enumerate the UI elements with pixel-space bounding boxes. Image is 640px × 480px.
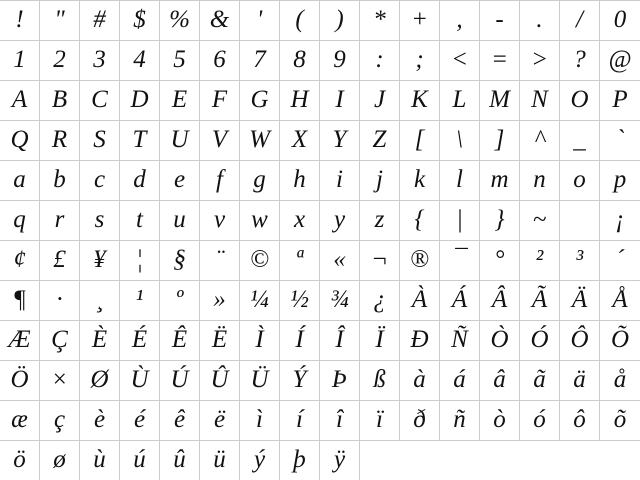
glyph-cell[interactable]: ø xyxy=(40,441,80,480)
glyph-cell[interactable]: L xyxy=(440,81,480,120)
glyph-cell[interactable]: ? xyxy=(560,41,600,80)
glyph-cell[interactable]: Æ xyxy=(0,321,40,360)
glyph-cell[interactable]: Ð xyxy=(400,321,440,360)
glyph-cell[interactable]: 6 xyxy=(200,41,240,80)
glyph-cell[interactable]: w xyxy=(240,201,280,240)
glyph-cell[interactable]: V xyxy=(200,121,240,160)
glyph-cell[interactable]: A xyxy=(0,81,40,120)
glyph-cell[interactable]: Â xyxy=(480,281,520,320)
glyph-cell[interactable]: ` xyxy=(615,126,625,153)
glyph-cell[interactable]: Á xyxy=(440,281,480,320)
glyph-cell[interactable]: O xyxy=(560,81,600,120)
glyph-cell[interactable]: ¯ xyxy=(440,241,480,280)
glyph-cell[interactable]: @ xyxy=(608,46,632,73)
glyph-cell[interactable]: + xyxy=(400,1,440,40)
glyph-cell[interactable]: « xyxy=(320,241,360,280)
glyph-cell[interactable]: Õ xyxy=(610,326,630,353)
glyph-cell[interactable]: t xyxy=(120,201,160,240)
glyph-cell[interactable]: p xyxy=(613,166,627,193)
glyph-cell[interactable]: ê xyxy=(160,401,200,440)
glyph-cell[interactable]: ¬ xyxy=(360,241,400,280)
glyph-cell[interactable]: 1 xyxy=(0,41,40,80)
glyph-cell[interactable]: Ó xyxy=(520,321,560,360)
glyph-cell[interactable]: ^ xyxy=(520,121,560,160)
glyph-cell[interactable]: õ xyxy=(613,406,627,433)
glyph-row xyxy=(0,41,640,81)
glyph-cell[interactable] xyxy=(560,201,600,240)
glyph-cell[interactable]: ´ xyxy=(615,246,625,273)
glyph-cell[interactable]: © xyxy=(240,241,280,280)
glyph-cell[interactable]: M xyxy=(480,81,520,120)
glyph-cell[interactable]: Ñ xyxy=(440,321,480,360)
glyph-cell[interactable]: ù xyxy=(80,441,120,480)
glyph-cell[interactable]: å xyxy=(613,366,627,393)
glyph-cell[interactable]: C xyxy=(80,81,120,120)
glyph-cell[interactable]: 8 xyxy=(280,41,320,80)
glyph-cell[interactable]: q xyxy=(0,201,40,240)
glyph-cell[interactable]: x xyxy=(280,201,320,240)
glyph-cell[interactable]: » xyxy=(200,281,240,320)
glyph-cell[interactable]: ³ xyxy=(560,241,600,280)
glyph-cell[interactable]: § xyxy=(160,241,200,280)
glyph-cell[interactable]: ò xyxy=(480,401,520,440)
glyph-cell[interactable]: z xyxy=(360,201,400,240)
glyph-cell[interactable]: 2 xyxy=(40,41,80,80)
glyph-cell[interactable]: ½ xyxy=(280,281,320,320)
glyph-cell[interactable]: ¿ xyxy=(360,281,400,320)
glyph-cell[interactable]: 7 xyxy=(240,41,280,80)
glyph-cell[interactable]: ä xyxy=(560,361,600,400)
glyph-cell[interactable]: i xyxy=(320,161,360,200)
glyph-cell[interactable]: ° xyxy=(480,241,520,280)
glyph-cell[interactable]: / xyxy=(560,1,600,40)
glyph-cell[interactable]: Ç xyxy=(40,321,80,360)
glyph-cell[interactable]: ¦ xyxy=(120,241,160,280)
glyph-cell[interactable]: à xyxy=(400,361,440,400)
glyph-cell[interactable]: : xyxy=(360,41,400,80)
glyph-cell[interactable]: n xyxy=(520,161,560,200)
glyph-cell[interactable]: Ü xyxy=(240,361,280,400)
glyph-row xyxy=(0,201,640,241)
glyph-cell[interactable]: _ xyxy=(560,121,600,160)
glyph-cell[interactable]: , xyxy=(440,1,480,40)
glyph-row xyxy=(0,241,640,281)
glyph-cell[interactable]: ú xyxy=(120,441,160,480)
glyph-cell[interactable]: l xyxy=(440,161,480,200)
glyph-cell[interactable]: I xyxy=(320,81,360,120)
glyph-row xyxy=(0,161,640,201)
glyph-cell[interactable]: D xyxy=(120,81,160,120)
glyph-cell[interactable]: á xyxy=(440,361,480,400)
glyph-cell[interactable]: ý xyxy=(240,441,280,480)
glyph-cell[interactable]: | xyxy=(440,201,480,240)
glyph-cell[interactable]: ¾ xyxy=(320,281,360,320)
glyph-cell[interactable]: > xyxy=(520,41,560,80)
glyph-cell[interactable]: ÿ xyxy=(320,441,360,480)
glyph-cell[interactable]: G xyxy=(240,81,280,120)
glyph-cell[interactable]: ð xyxy=(400,401,440,440)
glyph-cell[interactable]: [ xyxy=(400,121,440,160)
glyph-cell[interactable]: ì xyxy=(240,401,280,440)
glyph-cell[interactable]: ¢ xyxy=(0,241,40,280)
glyph-cell[interactable]: º xyxy=(160,281,200,320)
glyph-cell[interactable]: ¨ xyxy=(200,241,240,280)
glyph-cell[interactable]: r xyxy=(40,201,80,240)
glyph-cell[interactable]: h xyxy=(280,161,320,200)
glyph-cell[interactable]: Q xyxy=(0,121,40,160)
glyph-cell[interactable]: v xyxy=(200,201,240,240)
glyph-cell[interactable]: Ä xyxy=(560,281,600,320)
glyph-cell[interactable]: ç xyxy=(40,401,80,440)
glyph-row xyxy=(0,81,640,121)
glyph-row xyxy=(0,361,640,401)
glyph-cell[interactable]: 4 xyxy=(120,41,160,80)
glyph-cell[interactable]: Ö xyxy=(0,361,40,400)
glyph-cell[interactable]: ¡ xyxy=(615,206,625,233)
glyph-cell[interactable]: Ì xyxy=(240,321,280,360)
glyph-cell[interactable]: ª xyxy=(280,241,320,280)
glyph-cell[interactable]: 9 xyxy=(320,41,360,80)
glyph-cell[interactable]: £ xyxy=(40,241,80,280)
glyph-cell[interactable]: Ê xyxy=(160,321,200,360)
glyph-cell[interactable]: Î xyxy=(320,321,360,360)
glyph-cell[interactable]: f xyxy=(200,161,240,200)
glyph-cell[interactable]: ã xyxy=(520,361,560,400)
glyph-cell[interactable]: 0 xyxy=(613,6,627,33)
glyph-cell[interactable]: Å xyxy=(612,286,628,313)
glyph-cell[interactable]: # xyxy=(80,1,120,40)
glyph-cell[interactable]: K xyxy=(400,81,440,120)
glyph-cell[interactable]: H xyxy=(280,81,320,120)
glyph-cell[interactable]: é xyxy=(120,401,160,440)
glyph-cell[interactable]: & xyxy=(200,1,240,40)
glyph-cell[interactable]: \ xyxy=(440,121,480,160)
glyph-row xyxy=(0,121,640,161)
glyph-cell[interactable]: è xyxy=(80,401,120,440)
glyph-cell[interactable]: $ xyxy=(120,1,160,40)
glyph-cell[interactable]: S xyxy=(80,121,120,160)
glyph-cell[interactable]: * xyxy=(360,1,400,40)
glyph-cell[interactable]: a xyxy=(0,161,40,200)
glyph-cell[interactable]: P xyxy=(612,86,628,113)
glyph-cell[interactable]: e xyxy=(160,161,200,200)
glyph-cell[interactable]: 5 xyxy=(160,41,200,80)
glyph-cell[interactable]: × xyxy=(40,361,80,400)
glyph-cell[interactable]: ß xyxy=(360,361,400,400)
glyph-cell[interactable]: ô xyxy=(560,401,600,440)
glyph-cell[interactable]: ¼ xyxy=(240,281,280,320)
glyph-cell[interactable]: í xyxy=(280,401,320,440)
glyph-cell[interactable]: J xyxy=(360,81,400,120)
glyph-cell[interactable]: W xyxy=(240,121,280,160)
glyph-cell[interactable]: < xyxy=(440,41,480,80)
glyph-cell[interactable]: F xyxy=(200,81,240,120)
glyph-cell[interactable]: ] xyxy=(480,121,520,160)
glyph-cell[interactable]: g xyxy=(240,161,280,200)
glyph-cell[interactable]: · xyxy=(40,281,80,320)
glyph-cell[interactable]: U xyxy=(160,121,200,160)
glyph-cell[interactable]: ñ xyxy=(440,401,480,440)
glyph-cell[interactable]: X xyxy=(280,121,320,160)
glyph-cell[interactable]: R xyxy=(40,121,80,160)
glyph-cell[interactable]: ¶ xyxy=(0,281,40,320)
glyph-cell[interactable]: ® xyxy=(400,241,440,280)
glyph-cell[interactable]: N xyxy=(520,81,560,120)
glyph-cell[interactable]: ü xyxy=(200,441,240,480)
glyph-cell[interactable]: Ô xyxy=(560,321,600,360)
glyph-cell[interactable]: ; xyxy=(400,41,440,80)
glyph-cell[interactable]: T xyxy=(120,121,160,160)
glyph-cell[interactable]: â xyxy=(480,361,520,400)
glyph-cell[interactable]: m xyxy=(480,161,520,200)
glyph-cell[interactable]: o xyxy=(560,161,600,200)
glyph-cell[interactable]: ² xyxy=(520,241,560,280)
glyph-cell[interactable]: ' xyxy=(240,1,280,40)
glyph-row xyxy=(0,401,640,441)
glyph-cell[interactable]: = xyxy=(480,41,520,80)
glyph-cell[interactable]: Z xyxy=(360,121,400,160)
glyph-cell[interactable]: 3 xyxy=(80,41,120,80)
glyph-cell[interactable]: Û xyxy=(200,361,240,400)
glyph-cell[interactable]: ¸ xyxy=(80,281,120,320)
glyph-cell[interactable]: B xyxy=(40,81,80,120)
glyph-cell[interactable]: Ø xyxy=(80,361,120,400)
glyph-cell[interactable]: b xyxy=(40,161,80,200)
glyph-cell[interactable]: Ú xyxy=(160,361,200,400)
glyph-cell[interactable]: ë xyxy=(200,401,240,440)
glyph-cell[interactable]: Ò xyxy=(480,321,520,360)
glyph-cell[interactable]: u xyxy=(160,201,200,240)
glyph-cell[interactable]: û xyxy=(160,441,200,480)
glyph-cell[interactable]: s xyxy=(80,201,120,240)
glyph-cell[interactable]: ! xyxy=(0,1,40,40)
glyph-cell[interactable]: { xyxy=(400,201,440,240)
glyph-cell[interactable]: Ã xyxy=(520,281,560,320)
glyph-row xyxy=(0,1,640,41)
glyph-cell[interactable]: ¥ xyxy=(80,241,120,280)
glyph-cell[interactable]: À xyxy=(400,281,440,320)
glyph-cell[interactable]: . xyxy=(520,1,560,40)
glyph-cell[interactable]: Ï xyxy=(360,321,400,360)
glyph-cell[interactable]: - xyxy=(480,1,520,40)
glyph-cell[interactable]: ï xyxy=(360,401,400,440)
glyph-cell[interactable]: È xyxy=(80,321,120,360)
glyph-cell[interactable]: î xyxy=(320,401,360,440)
glyph-cell[interactable]: ö xyxy=(0,441,40,480)
glyph-cell[interactable]: Í xyxy=(280,321,320,360)
glyph-cell[interactable]: ¹ xyxy=(120,281,160,320)
glyph-cell[interactable]: k xyxy=(400,161,440,200)
glyph-cell[interactable]: " xyxy=(40,1,80,40)
glyph-cell[interactable]: c xyxy=(80,161,120,200)
glyph-cell[interactable]: E xyxy=(160,81,200,120)
glyph-cell[interactable]: É xyxy=(120,321,160,360)
glyph-cell[interactable]: Ý xyxy=(280,361,320,400)
glyph-cell[interactable]: þ xyxy=(280,441,320,480)
glyph-cell[interactable]: j xyxy=(360,161,400,200)
glyph-cell[interactable]: ( xyxy=(280,1,320,40)
glyph-cell[interactable]: ó xyxy=(520,401,560,440)
glyph-cell[interactable]: Ë xyxy=(200,321,240,360)
glyph-cell[interactable]: y xyxy=(320,201,360,240)
glyph-row xyxy=(0,441,640,480)
glyph-row xyxy=(0,321,640,361)
glyph-cell[interactable]: Þ xyxy=(320,361,360,400)
glyph-cell[interactable]: ) xyxy=(320,1,360,40)
glyph-cell[interactable]: % xyxy=(160,1,200,40)
glyph-cell[interactable]: Y xyxy=(320,121,360,160)
glyph-cell[interactable]: Ù xyxy=(120,361,160,400)
glyph-row xyxy=(0,281,640,321)
glyph-cell[interactable]: ~ xyxy=(520,201,560,240)
glyph-cell[interactable]: d xyxy=(120,161,160,200)
glyph-cell[interactable]: } xyxy=(480,201,520,240)
glyph-cell[interactable]: æ xyxy=(0,401,40,440)
